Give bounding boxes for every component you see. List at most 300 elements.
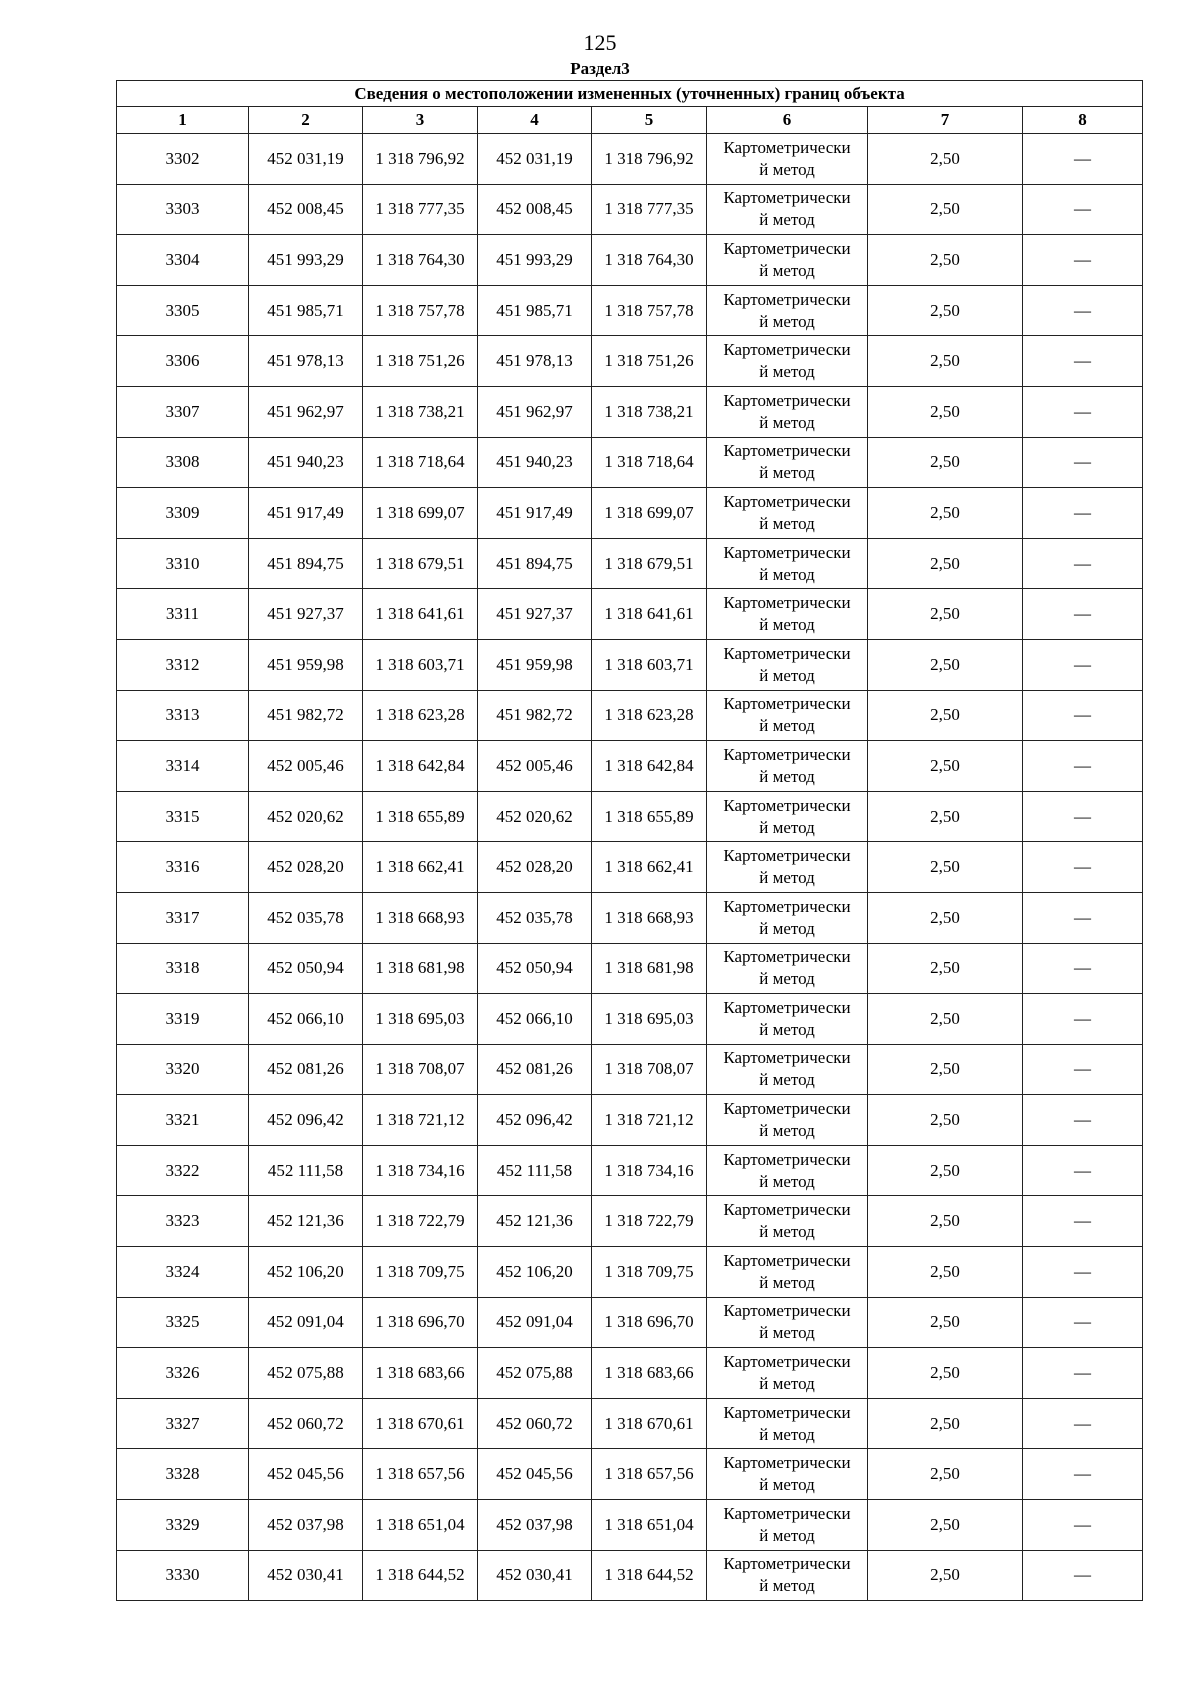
description-cell: — bbox=[1023, 184, 1143, 235]
method-cell bbox=[707, 1500, 868, 1551]
point-number-cell: 3305 bbox=[117, 285, 249, 336]
method-cell bbox=[707, 1196, 868, 1247]
table-row bbox=[117, 1044, 1143, 1095]
description-cell: — bbox=[1023, 488, 1143, 539]
method-cell bbox=[707, 892, 868, 943]
y-new-cell: 1 318 721,12 bbox=[592, 1095, 707, 1146]
y-existing-cell: 1 318 681,98 bbox=[363, 943, 478, 994]
x-new-cell: 452 106,20 bbox=[478, 1247, 592, 1298]
method-line-2: й метод bbox=[759, 1525, 815, 1545]
accuracy-cell: 2,50 bbox=[868, 639, 1023, 690]
method-cell bbox=[707, 1550, 868, 1601]
x-new-cell: 451 927,37 bbox=[478, 589, 592, 640]
accuracy-cell: 2,50 bbox=[868, 1550, 1023, 1601]
table-row bbox=[117, 1550, 1143, 1601]
point-number-cell: 3330 bbox=[117, 1550, 249, 1601]
x-existing-cell: 451 927,37 bbox=[249, 589, 363, 640]
y-new-cell: 1 318 681,98 bbox=[592, 943, 707, 994]
x-new-cell: 452 008,45 bbox=[478, 184, 592, 235]
y-existing-cell: 1 318 738,21 bbox=[363, 386, 478, 437]
table-row bbox=[117, 892, 1143, 943]
point-number-cell: 3323 bbox=[117, 1196, 249, 1247]
column-header-1: 1 bbox=[117, 107, 249, 134]
point-number-cell: 3318 bbox=[117, 943, 249, 994]
x-existing-cell: 451 894,75 bbox=[249, 538, 363, 589]
method-cell bbox=[707, 134, 868, 185]
y-existing-cell: 1 318 696,70 bbox=[363, 1297, 478, 1348]
method-cell bbox=[707, 488, 868, 539]
description-cell: — bbox=[1023, 285, 1143, 336]
table-row bbox=[117, 1398, 1143, 1449]
accuracy-cell: 2,50 bbox=[868, 336, 1023, 387]
method-line-2: й метод bbox=[759, 1424, 815, 1444]
accuracy-cell: 2,50 bbox=[868, 134, 1023, 185]
method-line-1: Картометрически bbox=[723, 1250, 851, 1270]
description-cell: — bbox=[1023, 437, 1143, 488]
description-cell: — bbox=[1023, 1044, 1143, 1095]
y-new-cell: 1 318 696,70 bbox=[592, 1297, 707, 1348]
point-number-cell: 3328 bbox=[117, 1449, 249, 1500]
point-number-cell: 3313 bbox=[117, 690, 249, 741]
point-number-cell: 3315 bbox=[117, 791, 249, 842]
y-new-cell: 1 318 623,28 bbox=[592, 690, 707, 741]
x-new-cell: 451 962,97 bbox=[478, 386, 592, 437]
column-header-6: 6 bbox=[707, 107, 868, 134]
description-cell: — bbox=[1023, 994, 1143, 1045]
table-row bbox=[117, 994, 1143, 1045]
accuracy-cell: 2,50 bbox=[868, 791, 1023, 842]
method-cell bbox=[707, 184, 868, 235]
method-cell bbox=[707, 336, 868, 387]
method-line-1: Картометрически bbox=[723, 694, 851, 714]
accuracy-cell: 2,50 bbox=[868, 1095, 1023, 1146]
method-cell bbox=[707, 690, 868, 741]
point-number-cell: 3303 bbox=[117, 184, 249, 235]
accuracy-cell: 2,50 bbox=[868, 892, 1023, 943]
method-line-2: й метод bbox=[759, 716, 815, 736]
method-line-2: й метод bbox=[759, 918, 815, 938]
column-header-7: 7 bbox=[868, 107, 1023, 134]
x-existing-cell: 452 050,94 bbox=[249, 943, 363, 994]
description-cell: — bbox=[1023, 1297, 1143, 1348]
y-existing-cell: 1 318 699,07 bbox=[363, 488, 478, 539]
point-number-cell: 3317 bbox=[117, 892, 249, 943]
point-number-cell: 3320 bbox=[117, 1044, 249, 1095]
table-row bbox=[117, 639, 1143, 690]
y-existing-cell: 1 318 670,61 bbox=[363, 1398, 478, 1449]
y-existing-cell: 1 318 651,04 bbox=[363, 1500, 478, 1551]
method-cell bbox=[707, 437, 868, 488]
x-existing-cell: 452 066,10 bbox=[249, 994, 363, 1045]
table-row bbox=[117, 336, 1143, 387]
x-existing-cell: 451 978,13 bbox=[249, 336, 363, 387]
accuracy-cell: 2,50 bbox=[868, 1449, 1023, 1500]
accuracy-cell: 2,50 bbox=[868, 1398, 1023, 1449]
accuracy-cell: 2,50 bbox=[868, 1500, 1023, 1551]
y-existing-cell: 1 318 721,12 bbox=[363, 1095, 478, 1146]
point-number-cell: 3314 bbox=[117, 741, 249, 792]
table-row bbox=[117, 791, 1143, 842]
description-cell: — bbox=[1023, 1550, 1143, 1601]
method-line-2: й метод bbox=[759, 766, 815, 786]
description-cell: — bbox=[1023, 134, 1143, 185]
method-line-2: й метод bbox=[759, 1171, 815, 1191]
accuracy-cell: 2,50 bbox=[868, 488, 1023, 539]
description-cell: — bbox=[1023, 690, 1143, 741]
method-cell bbox=[707, 994, 868, 1045]
y-existing-cell: 1 318 709,75 bbox=[363, 1247, 478, 1298]
x-existing-cell: 451 982,72 bbox=[249, 690, 363, 741]
point-number-cell: 3329 bbox=[117, 1500, 249, 1551]
method-cell bbox=[707, 1145, 868, 1196]
accuracy-cell: 2,50 bbox=[868, 943, 1023, 994]
point-number-cell: 3307 bbox=[117, 386, 249, 437]
point-number-cell: 3302 bbox=[117, 134, 249, 185]
method-cell bbox=[707, 285, 868, 336]
table-row bbox=[117, 285, 1143, 336]
method-cell bbox=[707, 235, 868, 286]
x-existing-cell: 452 008,45 bbox=[249, 184, 363, 235]
table-body bbox=[117, 134, 1143, 1601]
method-cell bbox=[707, 1348, 868, 1399]
x-existing-cell: 452 091,04 bbox=[249, 1297, 363, 1348]
method-line-1: Картометрически bbox=[723, 1554, 851, 1574]
description-cell: — bbox=[1023, 842, 1143, 893]
x-new-cell: 451 940,23 bbox=[478, 437, 592, 488]
y-new-cell: 1 318 668,93 bbox=[592, 892, 707, 943]
x-new-cell: 451 978,13 bbox=[478, 336, 592, 387]
method-cell bbox=[707, 1398, 868, 1449]
x-new-cell: 452 075,88 bbox=[478, 1348, 592, 1399]
method-line-1: Картометрически bbox=[723, 137, 851, 157]
method-line-1: Картометрически bbox=[723, 1200, 851, 1220]
x-new-cell: 452 035,78 bbox=[478, 892, 592, 943]
y-new-cell: 1 318 655,89 bbox=[592, 791, 707, 842]
point-number-cell: 3308 bbox=[117, 437, 249, 488]
method-line-2: й метод bbox=[759, 868, 815, 888]
point-number-cell: 3326 bbox=[117, 1348, 249, 1399]
y-existing-cell: 1 318 644,52 bbox=[363, 1550, 478, 1601]
x-new-cell: 451 917,49 bbox=[478, 488, 592, 539]
description-cell: — bbox=[1023, 741, 1143, 792]
point-number-cell: 3325 bbox=[117, 1297, 249, 1348]
method-cell bbox=[707, 1247, 868, 1298]
x-new-cell: 452 081,26 bbox=[478, 1044, 592, 1095]
y-existing-cell: 1 318 662,41 bbox=[363, 842, 478, 893]
method-line-1: Картометрически bbox=[723, 289, 851, 309]
x-new-cell: 452 037,98 bbox=[478, 1500, 592, 1551]
y-existing-cell: 1 318 623,28 bbox=[363, 690, 478, 741]
table-row bbox=[117, 488, 1143, 539]
accuracy-cell: 2,50 bbox=[868, 538, 1023, 589]
accuracy-cell: 2,50 bbox=[868, 1044, 1023, 1095]
method-line-2: й метод bbox=[759, 1222, 815, 1242]
table-row bbox=[117, 1348, 1143, 1399]
coordinates-table bbox=[116, 80, 1143, 1601]
method-line-1: Картометрически bbox=[723, 542, 851, 562]
x-existing-cell: 452 037,98 bbox=[249, 1500, 363, 1551]
point-number-cell: 3319 bbox=[117, 994, 249, 1045]
accuracy-cell: 2,50 bbox=[868, 741, 1023, 792]
description-cell: — bbox=[1023, 943, 1143, 994]
method-cell bbox=[707, 842, 868, 893]
x-existing-cell: 452 075,88 bbox=[249, 1348, 363, 1399]
y-new-cell: 1 318 651,04 bbox=[592, 1500, 707, 1551]
y-existing-cell: 1 318 764,30 bbox=[363, 235, 478, 286]
table-row bbox=[117, 134, 1143, 185]
x-new-cell: 452 121,36 bbox=[478, 1196, 592, 1247]
page-number: 125 bbox=[583, 30, 617, 55]
x-existing-cell: 452 005,46 bbox=[249, 741, 363, 792]
y-existing-cell: 1 318 777,35 bbox=[363, 184, 478, 235]
point-number-cell: 3304 bbox=[117, 235, 249, 286]
method-line-1: Картометрически bbox=[723, 896, 851, 916]
method-line-1: Картометрически bbox=[723, 997, 851, 1017]
x-existing-cell: 452 030,41 bbox=[249, 1550, 363, 1601]
description-cell: — bbox=[1023, 538, 1143, 589]
x-new-cell: 452 060,72 bbox=[478, 1398, 592, 1449]
accuracy-cell: 2,50 bbox=[868, 437, 1023, 488]
y-existing-cell: 1 318 708,07 bbox=[363, 1044, 478, 1095]
method-line-1: Картометрически bbox=[723, 188, 851, 208]
accuracy-cell: 2,50 bbox=[868, 842, 1023, 893]
method-line-2: й метод bbox=[759, 1475, 815, 1495]
table-row bbox=[117, 1145, 1143, 1196]
x-new-cell: 452 031,19 bbox=[478, 134, 592, 185]
method-line-2: й метод bbox=[759, 311, 815, 331]
accuracy-cell: 2,50 bbox=[868, 994, 1023, 1045]
method-cell bbox=[707, 386, 868, 437]
description-cell: — bbox=[1023, 1196, 1143, 1247]
method-line-2: й метод bbox=[759, 463, 815, 483]
method-line-2: й метод bbox=[759, 1576, 815, 1596]
x-existing-cell: 452 028,20 bbox=[249, 842, 363, 893]
x-existing-cell: 452 121,36 bbox=[249, 1196, 363, 1247]
method-line-1: Картометрически bbox=[723, 593, 851, 613]
x-new-cell: 452 050,94 bbox=[478, 943, 592, 994]
description-cell: — bbox=[1023, 639, 1143, 690]
x-new-cell: 452 005,46 bbox=[478, 741, 592, 792]
x-new-cell: 452 028,20 bbox=[478, 842, 592, 893]
description-cell: — bbox=[1023, 589, 1143, 640]
x-existing-cell: 451 993,29 bbox=[249, 235, 363, 286]
y-existing-cell: 1 318 751,26 bbox=[363, 336, 478, 387]
x-existing-cell: 452 045,56 bbox=[249, 1449, 363, 1500]
y-new-cell: 1 318 738,21 bbox=[592, 386, 707, 437]
point-number-cell: 3312 bbox=[117, 639, 249, 690]
description-cell: — bbox=[1023, 1449, 1143, 1500]
y-existing-cell: 1 318 603,71 bbox=[363, 639, 478, 690]
y-existing-cell: 1 318 796,92 bbox=[363, 134, 478, 185]
y-new-cell: 1 318 777,35 bbox=[592, 184, 707, 235]
section-title: Раздел3 bbox=[570, 59, 630, 78]
accuracy-cell: 2,50 bbox=[868, 285, 1023, 336]
method-line-2: й метод bbox=[759, 513, 815, 533]
accuracy-cell: 2,50 bbox=[868, 589, 1023, 640]
description-cell: — bbox=[1023, 235, 1143, 286]
x-existing-cell: 451 962,97 bbox=[249, 386, 363, 437]
x-new-cell: 451 959,98 bbox=[478, 639, 592, 690]
method-cell bbox=[707, 639, 868, 690]
y-new-cell: 1 318 695,03 bbox=[592, 994, 707, 1045]
x-new-cell: 451 982,72 bbox=[478, 690, 592, 741]
table-row bbox=[117, 1297, 1143, 1348]
description-cell: — bbox=[1023, 386, 1143, 437]
method-line-1: Картометрически bbox=[723, 846, 851, 866]
point-number-cell: 3306 bbox=[117, 336, 249, 387]
method-cell bbox=[707, 538, 868, 589]
description-cell: — bbox=[1023, 1348, 1143, 1399]
description-cell: — bbox=[1023, 1247, 1143, 1298]
x-existing-cell: 452 031,19 bbox=[249, 134, 363, 185]
method-line-2: й метод bbox=[759, 665, 815, 685]
x-new-cell: 452 030,41 bbox=[478, 1550, 592, 1601]
description-cell: — bbox=[1023, 791, 1143, 842]
point-number-cell: 3324 bbox=[117, 1247, 249, 1298]
point-number-cell: 3309 bbox=[117, 488, 249, 539]
method-line-1: Картометрически bbox=[723, 1503, 851, 1523]
method-line-1: Картометрически bbox=[723, 441, 851, 461]
table-row bbox=[117, 690, 1143, 741]
y-existing-cell: 1 318 757,78 bbox=[363, 285, 478, 336]
x-existing-cell: 452 020,62 bbox=[249, 791, 363, 842]
method-line-1: Картометрически bbox=[723, 1453, 851, 1473]
y-existing-cell: 1 318 718,64 bbox=[363, 437, 478, 488]
accuracy-cell: 2,50 bbox=[868, 1348, 1023, 1399]
y-new-cell: 1 318 734,16 bbox=[592, 1145, 707, 1196]
column-header-5: 5 bbox=[592, 107, 707, 134]
method-line-1: Картометрически bbox=[723, 947, 851, 967]
point-number-cell: 3316 bbox=[117, 842, 249, 893]
y-existing-cell: 1 318 668,93 bbox=[363, 892, 478, 943]
description-cell: — bbox=[1023, 1145, 1143, 1196]
y-new-cell: 1 318 751,26 bbox=[592, 336, 707, 387]
y-new-cell: 1 318 757,78 bbox=[592, 285, 707, 336]
x-existing-cell: 452 111,58 bbox=[249, 1145, 363, 1196]
method-line-1: Картометрически bbox=[723, 744, 851, 764]
method-line-1: Картометрически bbox=[723, 1352, 851, 1372]
method-line-2: й метод bbox=[759, 564, 815, 584]
y-new-cell: 1 318 718,64 bbox=[592, 437, 707, 488]
x-existing-cell: 451 917,49 bbox=[249, 488, 363, 539]
method-line-1: Картометрически bbox=[723, 643, 851, 663]
accuracy-cell: 2,50 bbox=[868, 235, 1023, 286]
table-row bbox=[117, 1500, 1143, 1551]
method-line-1: Картометрически bbox=[723, 1301, 851, 1321]
y-new-cell: 1 318 708,07 bbox=[592, 1044, 707, 1095]
table-row bbox=[117, 1449, 1143, 1500]
x-new-cell: 452 091,04 bbox=[478, 1297, 592, 1348]
method-line-2: й метод bbox=[759, 159, 815, 179]
table-row bbox=[117, 589, 1143, 640]
table-row bbox=[117, 437, 1143, 488]
y-new-cell: 1 318 722,79 bbox=[592, 1196, 707, 1247]
x-existing-cell: 452 096,42 bbox=[249, 1095, 363, 1146]
y-existing-cell: 1 318 655,89 bbox=[363, 791, 478, 842]
method-line-2: й метод bbox=[759, 817, 815, 837]
x-existing-cell: 452 106,20 bbox=[249, 1247, 363, 1298]
method-cell bbox=[707, 1095, 868, 1146]
method-line-2: й метод bbox=[759, 615, 815, 635]
accuracy-cell: 2,50 bbox=[868, 1297, 1023, 1348]
x-new-cell: 452 096,42 bbox=[478, 1095, 592, 1146]
y-new-cell: 1 318 709,75 bbox=[592, 1247, 707, 1298]
x-existing-cell: 451 985,71 bbox=[249, 285, 363, 336]
y-new-cell: 1 318 670,61 bbox=[592, 1398, 707, 1449]
y-new-cell: 1 318 764,30 bbox=[592, 235, 707, 286]
x-existing-cell: 452 081,26 bbox=[249, 1044, 363, 1095]
method-line-1: Картометрически bbox=[723, 1099, 851, 1119]
y-new-cell: 1 318 657,56 bbox=[592, 1449, 707, 1500]
description-cell: — bbox=[1023, 1500, 1143, 1551]
table-row bbox=[117, 1095, 1143, 1146]
description-cell: — bbox=[1023, 1095, 1143, 1146]
accuracy-cell: 2,50 bbox=[868, 690, 1023, 741]
method-cell bbox=[707, 943, 868, 994]
x-new-cell: 452 045,56 bbox=[478, 1449, 592, 1500]
x-new-cell: 451 894,75 bbox=[478, 538, 592, 589]
method-line-2: й метод bbox=[759, 412, 815, 432]
y-existing-cell: 1 318 642,84 bbox=[363, 741, 478, 792]
method-line-2: й метод bbox=[759, 969, 815, 989]
x-existing-cell: 452 060,72 bbox=[249, 1398, 363, 1449]
point-number-cell: 3322 bbox=[117, 1145, 249, 1196]
x-new-cell: 451 993,29 bbox=[478, 235, 592, 286]
method-line-1: Картометрически bbox=[723, 340, 851, 360]
table-row bbox=[117, 235, 1143, 286]
point-number-cell: 3327 bbox=[117, 1398, 249, 1449]
x-new-cell: 452 066,10 bbox=[478, 994, 592, 1045]
method-line-1: Картометрически bbox=[723, 1402, 851, 1422]
y-new-cell: 1 318 699,07 bbox=[592, 488, 707, 539]
y-new-cell: 1 318 679,51 bbox=[592, 538, 707, 589]
table-row bbox=[117, 184, 1143, 235]
x-existing-cell: 451 959,98 bbox=[249, 639, 363, 690]
method-line-2: й метод bbox=[759, 1070, 815, 1090]
method-line-2: й метод bbox=[759, 362, 815, 382]
y-new-cell: 1 318 662,41 bbox=[592, 842, 707, 893]
method-line-2: й метод bbox=[759, 260, 815, 280]
y-existing-cell: 1 318 679,51 bbox=[363, 538, 478, 589]
method-line-2: й метод bbox=[759, 1019, 815, 1039]
point-number-cell: 3311 bbox=[117, 589, 249, 640]
x-new-cell: 452 111,58 bbox=[478, 1145, 592, 1196]
y-existing-cell: 1 318 657,56 bbox=[363, 1449, 478, 1500]
table-row bbox=[117, 386, 1143, 437]
y-new-cell: 1 318 642,84 bbox=[592, 741, 707, 792]
method-line-2: й метод bbox=[759, 1272, 815, 1292]
method-cell bbox=[707, 589, 868, 640]
column-header-2: 2 bbox=[249, 107, 363, 134]
accuracy-cell: 2,50 bbox=[868, 184, 1023, 235]
y-existing-cell: 1 318 734,16 bbox=[363, 1145, 478, 1196]
description-cell: — bbox=[1023, 892, 1143, 943]
method-line-2: й метод bbox=[759, 210, 815, 230]
method-line-2: й метод bbox=[759, 1323, 815, 1343]
table-row bbox=[117, 1196, 1143, 1247]
table-row bbox=[117, 1247, 1143, 1298]
table-row bbox=[117, 842, 1143, 893]
method-line-2: й метод bbox=[759, 1121, 815, 1141]
table-row bbox=[117, 943, 1143, 994]
table-caption: Сведения о местоположении измененных (уточненных) границ объекта bbox=[117, 81, 1143, 107]
accuracy-cell: 2,50 bbox=[868, 1247, 1023, 1298]
y-new-cell: 1 318 644,52 bbox=[592, 1550, 707, 1601]
method-line-1: Картометрически bbox=[723, 491, 851, 511]
y-new-cell: 1 318 796,92 bbox=[592, 134, 707, 185]
x-new-cell: 451 985,71 bbox=[478, 285, 592, 336]
column-header-3: 3 bbox=[363, 107, 478, 134]
